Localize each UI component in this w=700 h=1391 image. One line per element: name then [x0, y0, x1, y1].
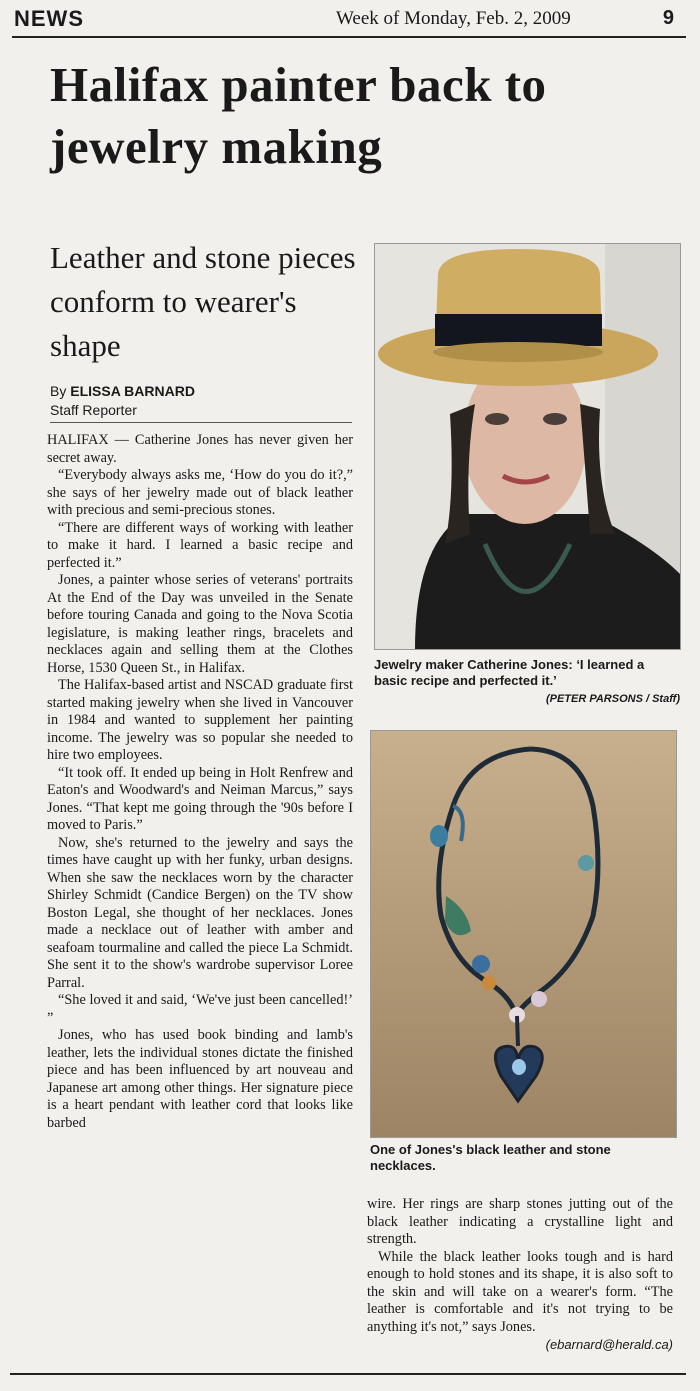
author-email: (ebarnard@herald.ca)	[545, 1337, 673, 1352]
portrait-photo	[374, 243, 681, 650]
necklace-illustration	[371, 731, 676, 1137]
necklace-photo	[370, 730, 677, 1138]
necklace-caption: One of Jones's black leather and stone necklaces.	[370, 1142, 611, 1173]
paragraph: Jones, who has used book binding and lamb's leather, lets the individual stones dictate the finished piece and has been influenced by art nouveau and Japanese art among other things. Her signature piece is a heart pendant with leather cord that looks like barbed	[47, 1027, 353, 1131]
portrait-illustration	[375, 244, 680, 649]
bottom-rule	[10, 1373, 686, 1375]
article-column-1	[47, 432, 353, 1132]
article-column-2	[367, 1196, 673, 1354]
paragraph: wire. Her rings are sharp stones jutting out of the black leather indicating a crystalline light and strength.	[367, 1196, 673, 1247]
photo-credit: (PETER PARSONS / Staff)	[545, 693, 680, 705]
paragraph: While the black leather looks tough and is hard enough to hold stones and its shape, it is also soft to the skin and will take on a wearer's form. “The leather is comfortable and it's not trying to be anything it's not,” says Jones.	[367, 1248, 673, 1335]
byline-prefix: By	[50, 383, 67, 399]
paragraph: “There are different ways of working with leather to make it hard. I learned a basic recipe and perfected it.”	[47, 519, 353, 571]
page-header	[12, 6, 686, 38]
paragraph: HALIFAX — Catherine Jones has never given her secret away.	[47, 432, 353, 466]
paragraph: “She loved it and said, ‘We've just been cancelled!’ ”	[47, 992, 353, 1026]
paragraph: The Halifax-based artist and NSCAD graduate first started making jewelry when she lived in Vancouver in 1984 and wanted to supplement her painting income. The jewelry was so popular she needed to hire two employees.	[47, 677, 353, 763]
subheadline: Leather and stone pieces conform to wearer's shape	[50, 240, 356, 363]
paragraph: Jones, a painter whose series of veterans' portraits At the End of the Day was unveiled in the Senate before touring Canada and going to the Nova Scotia legislature, is making leather rings, bracelets and necklaces again and selling them at the Clothes Horse, 1530 Queen St., in Halifax.	[47, 572, 353, 676]
issue-date: Week of Monday, Feb. 2, 2009	[336, 8, 571, 29]
paragraph: “It took off. It ended up being in Holt Renfrew and Eaton's and Woodward's and Neiman Marcus,” says Jones. “That kept me going through the '90s before I moved to Paris.”	[47, 764, 353, 833]
headline: Halifax painter back to jewelry making	[50, 57, 547, 174]
author-title: Staff Reporter	[50, 402, 137, 418]
byline-rule	[50, 422, 352, 423]
paragraph: “Everybody always asks me, ‘How do you do it?,” she says of her jewelry made out of black leather with precious and semi-precious stones.	[47, 467, 353, 518]
section-label: NEWS	[14, 6, 84, 31]
portrait-caption	[374, 657, 680, 707]
page-number: 9	[662, 7, 674, 29]
byline	[50, 382, 350, 420]
portrait-caption-text: Jewelry maker Catherine Jones: ‘I learned a basic recipe and perfected it.’	[374, 657, 645, 688]
author-name: ELISSA BARNARD	[70, 383, 195, 399]
paragraph: Now, she's returned to the jewelry and says the times have caught up with her funky, urban designs. When she saw the necklaces worn by the character Shirley Schmidt (Candice Bergen) on the TV show Boston Legal, she thought of her necklaces. Jones made a necklace out of leather with amber and seafoam tourmaline and called the piece La Schmidt. She sent it to the show's wardrobe supervisor Loree Parral.	[47, 834, 353, 991]
